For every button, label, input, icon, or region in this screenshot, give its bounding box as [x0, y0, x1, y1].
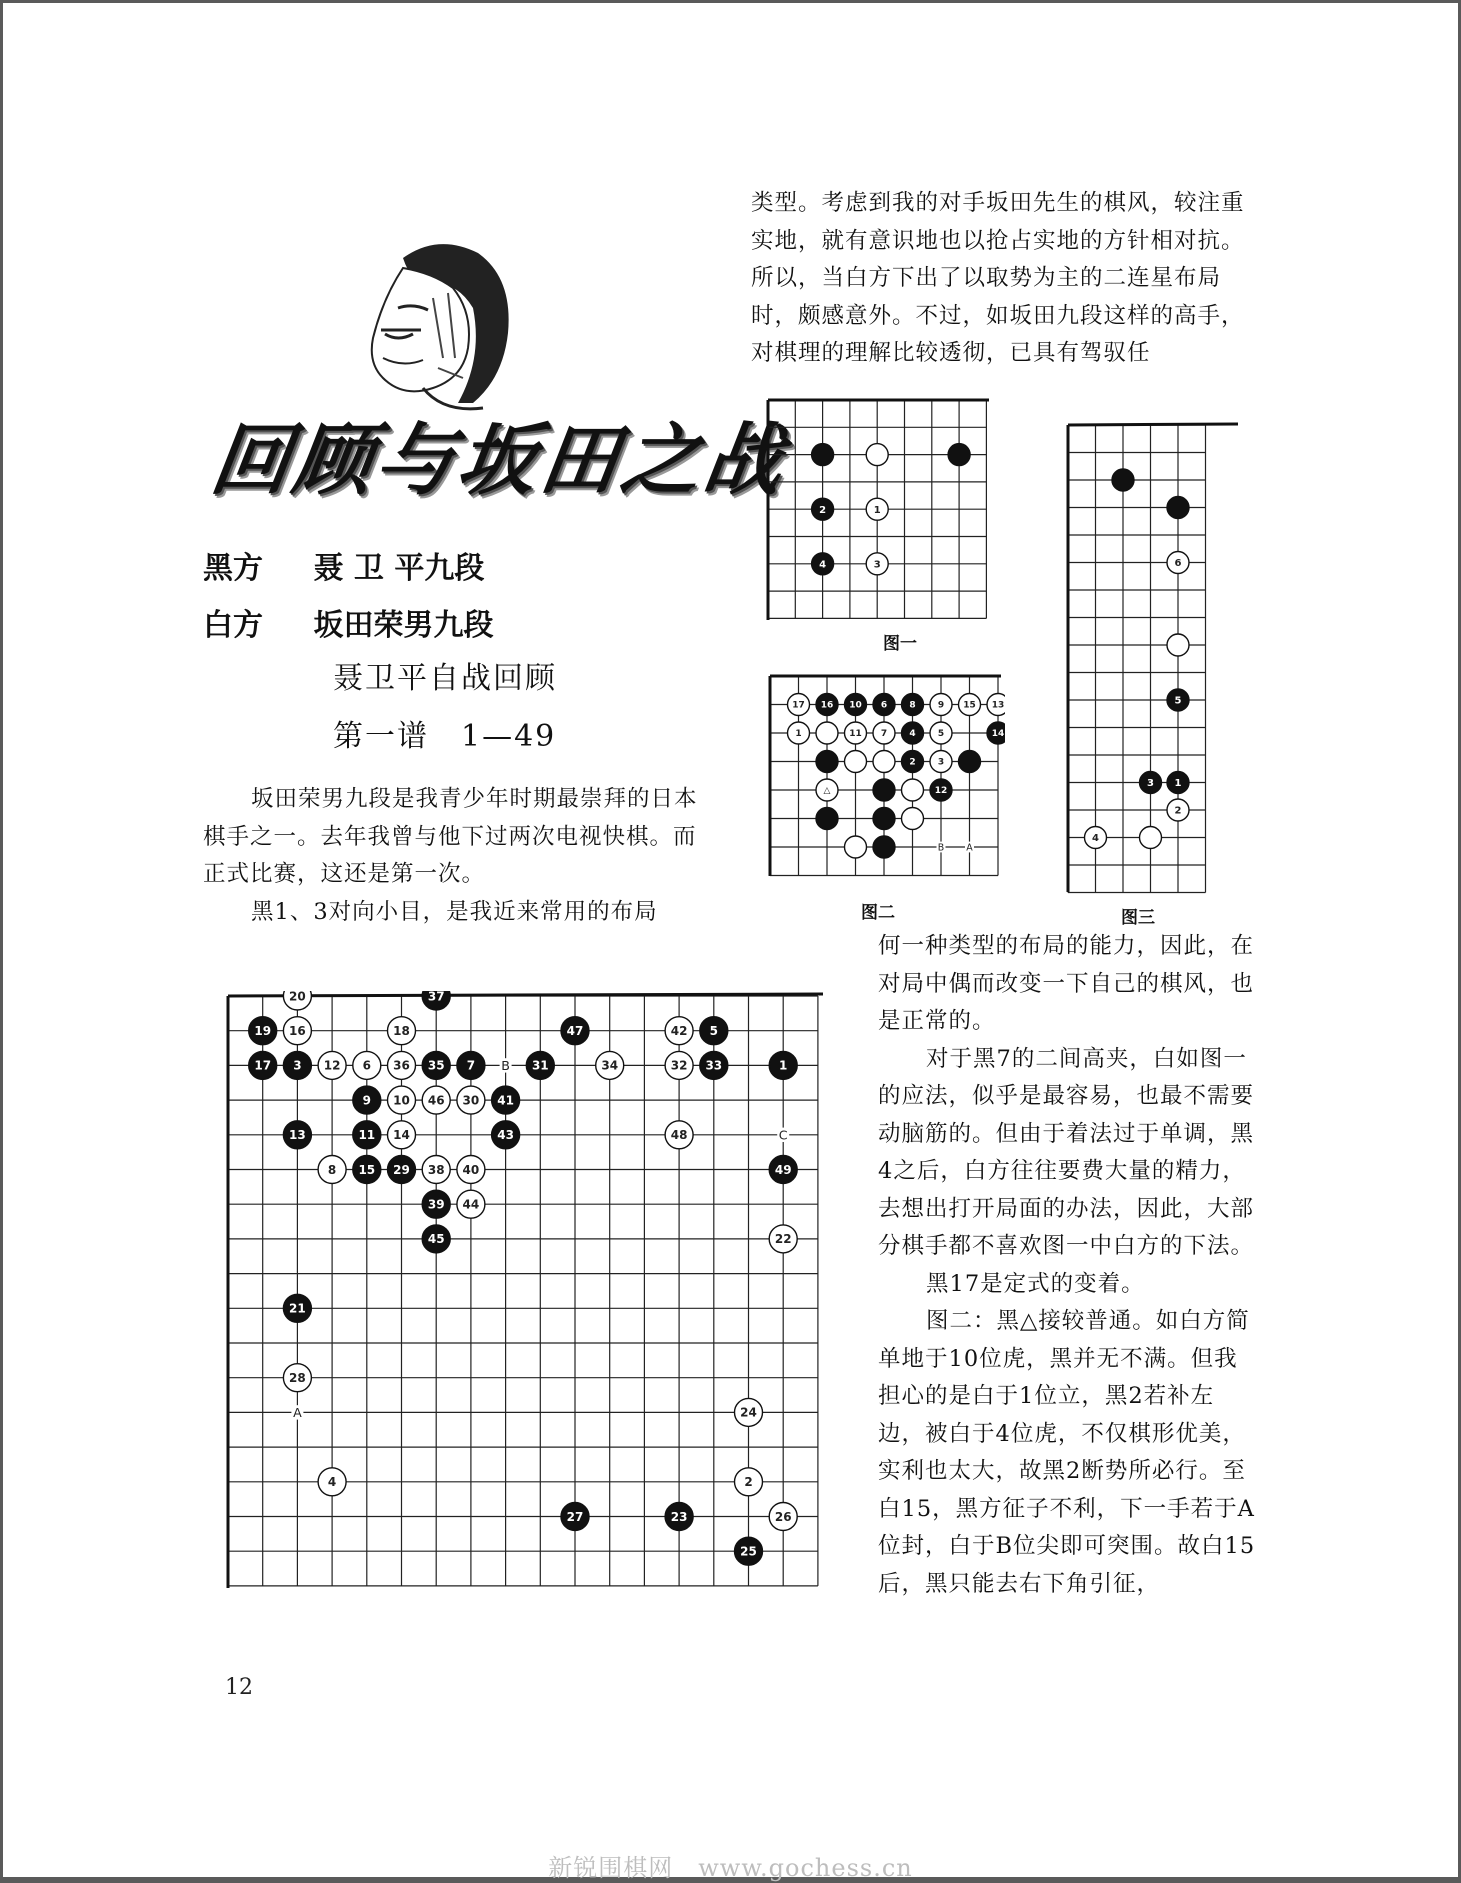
- white-stone: [816, 722, 838, 744]
- move-number: 25: [740, 1544, 757, 1559]
- black-stone: [1112, 469, 1134, 491]
- move-number: 30: [462, 1093, 480, 1108]
- move-number: 8: [909, 700, 916, 711]
- move-number: 2: [1174, 805, 1182, 817]
- move-number: 5: [937, 729, 945, 740]
- move-number: 13: [991, 700, 1005, 711]
- move-number: 32: [670, 1058, 688, 1073]
- right-paragraph-2: 对于黑7的二间高夹，白如图一的应法，似乎是最容易，也最不需要动脑筋的。但由于着法过于单调，黑4之后，白方往往要费大量的精力，去想出打开局面的办法，因此，大部分棋手都不喜欢图一中白方的下法。: [878, 1045, 1255, 1259]
- move-number: 42: [670, 1024, 688, 1039]
- move-number: 47: [566, 1024, 584, 1039]
- move-number: 33: [705, 1058, 723, 1073]
- position-letter: B: [937, 842, 945, 854]
- move-number: 20: [289, 991, 306, 1004]
- move-number: 1: [795, 729, 802, 740]
- right-paragraph-1: 何一种类型的布局的能力，因此，在对局中偶而改变一下自己的棋风，也是正常的。: [878, 933, 1255, 1034]
- move-number: 23: [670, 1509, 688, 1524]
- subtitle: 聂卫平自战回顾: [333, 661, 557, 696]
- move-number: 31: [531, 1058, 549, 1073]
- black-stone: [873, 808, 895, 830]
- left-text-column: [203, 781, 703, 931]
- figure-1-board: [763, 395, 993, 625]
- black-stone: [873, 779, 895, 801]
- move-number: 3: [1147, 778, 1154, 790]
- move-number: 9: [362, 1093, 371, 1108]
- black-player-line: [203, 543, 484, 587]
- white-stone: [866, 444, 888, 466]
- move-number: 1: [779, 1058, 788, 1073]
- move-number: 8: [327, 1162, 337, 1177]
- move-number: 3: [873, 559, 881, 571]
- move-number: 28: [289, 1371, 306, 1386]
- figure-3-caption: 图三: [1121, 908, 1155, 928]
- move-number: 40: [462, 1162, 480, 1177]
- white-player-line: [203, 600, 493, 644]
- black-stone: [816, 751, 838, 773]
- figure-3-board: [1063, 420, 1241, 895]
- left-paragraph-1: 坂田荣男九段是我青少年时期最崇拜的日本棋手之一。去年我曾与他下过两次电视快棋。而正式比赛，这还是第一次。: [203, 786, 698, 887]
- figure-2-board: [765, 671, 1005, 881]
- move-number: 38: [427, 1162, 445, 1177]
- move-number: 3: [293, 1058, 302, 1073]
- move-number: 9: [937, 700, 945, 711]
- move-number: 2: [744, 1475, 753, 1490]
- move-number: 21: [289, 1301, 306, 1316]
- move-number: 45: [427, 1232, 445, 1247]
- move-number: 11: [849, 729, 862, 740]
- article-title: 回顾与坂田之战: [205, 416, 793, 506]
- board-edge: [228, 994, 823, 996]
- black-stone: [816, 808, 838, 830]
- move-number: 27: [566, 1509, 584, 1524]
- white-stone: [845, 836, 867, 858]
- white-stone: [902, 779, 924, 801]
- move-number: 24: [740, 1405, 757, 1420]
- move-number: 4: [327, 1475, 337, 1490]
- move-number: 7: [880, 729, 888, 740]
- move-number: 39: [427, 1197, 445, 1212]
- move-number: 17: [254, 1058, 272, 1073]
- move-number: 6: [362, 1058, 371, 1073]
- move-number: 43: [497, 1128, 514, 1143]
- right-text-column: [878, 928, 1258, 1603]
- board-edge: [1068, 424, 1238, 425]
- black-stone: [812, 444, 834, 466]
- move-number: 15: [963, 700, 976, 711]
- move-number: 14: [991, 729, 1005, 740]
- page-number: 12: [225, 1675, 253, 1700]
- black-stone: [959, 751, 981, 773]
- move-number: 44: [462, 1197, 480, 1212]
- game-part: 第一谱 1—49: [333, 719, 557, 754]
- move-number: 46: [427, 1093, 445, 1108]
- move-number: 1: [1174, 778, 1182, 790]
- move-number: △: [823, 786, 831, 797]
- top-right-text: [751, 185, 1261, 373]
- move-number: 37: [427, 991, 445, 1004]
- white-stone: [902, 808, 924, 830]
- move-number: 10: [849, 700, 862, 711]
- move-number: 13: [289, 1128, 306, 1143]
- move-number: 29: [393, 1162, 410, 1177]
- move-number: 16: [820, 700, 834, 711]
- move-number: 3: [937, 757, 945, 768]
- move-number: 10: [393, 1093, 410, 1108]
- black-label: 黑方: [203, 551, 263, 586]
- black-stone: [873, 836, 895, 858]
- move-number: 4: [909, 729, 916, 740]
- move-number: 12: [934, 786, 948, 797]
- book-page: [3, 3, 1458, 1877]
- move-number: 1: [873, 504, 881, 516]
- white-stone: [873, 751, 895, 773]
- position-letter: B: [501, 1057, 510, 1073]
- move-number: 6: [1174, 558, 1182, 570]
- black-player-name: 聂 卫 平九段: [313, 551, 485, 586]
- move-number: 11: [358, 1128, 376, 1143]
- move-number: 7: [466, 1058, 476, 1073]
- move-number: 19: [254, 1024, 272, 1039]
- move-number: 18: [393, 1024, 410, 1039]
- move-number: 22: [774, 1232, 792, 1247]
- right-paragraph-3: 黑17是定式的变着。: [926, 1270, 1145, 1297]
- move-number: 16: [289, 1024, 306, 1039]
- move-number: 15: [358, 1162, 376, 1177]
- black-stone: [948, 444, 970, 466]
- position-letter: A: [966, 842, 973, 854]
- portrait-illustration: [343, 238, 533, 413]
- move-number: 26: [774, 1509, 792, 1524]
- left-paragraph-2: 黑1、3对向小目，是我近来常用的布局: [251, 898, 658, 925]
- move-number: 41: [497, 1093, 514, 1108]
- figure-1-caption: 图一: [883, 634, 917, 654]
- white-stone: [1140, 827, 1162, 849]
- move-number: 2: [819, 504, 827, 516]
- move-number: 35: [427, 1058, 445, 1073]
- main-game-board: [223, 991, 835, 1601]
- move-number: 5: [709, 1024, 718, 1039]
- move-number: 6: [880, 700, 888, 711]
- top-right-paragraph: 类型。考虑到我的对手坂田先生的棋风，较注重实地，就有意识地也以抢占实地的方针相对抗。所以，当白方下出了以取势为主的二连星布局时，颇感意外。不过，如坂田九段这样的高手，对棋理的理解比较透彻，已具有驾驭任: [751, 190, 1245, 366]
- move-number: 4: [1092, 833, 1099, 845]
- move-number: 4: [819, 559, 827, 571]
- move-number: 2: [909, 757, 916, 768]
- position-letter: C: [778, 1127, 788, 1143]
- move-number: 34: [601, 1058, 619, 1073]
- move-number: 49: [774, 1162, 792, 1177]
- black-stone: [1167, 497, 1189, 519]
- white-stone: [845, 751, 867, 773]
- white-label: 白方: [203, 608, 263, 643]
- white-player-name: 坂田荣男九段: [313, 608, 494, 643]
- right-paragraph-4: 图二：黑△接较普通。如白方简单地于10位虎，黑并无不满。但我担心的是白于1位立，黑2若补左边，被白于4位虎，不仅棋形优美，实利也太大，故黑2断势所必行。至白15，黑方征子不利，下一手若于A位封，白于B位尖即可突围。故白15后，黑只能去右下角引征，: [878, 1308, 1256, 1597]
- site-watermark: 新锐围棋网 www.gochess.cn: [548, 1854, 913, 1882]
- move-number: 17: [792, 700, 805, 711]
- white-stone: [1167, 634, 1189, 656]
- move-number: 48: [670, 1128, 688, 1143]
- figure-2-caption: 图二: [861, 903, 895, 923]
- move-number: 36: [393, 1058, 410, 1073]
- move-number: 14: [393, 1128, 410, 1143]
- position-letter: A: [293, 1404, 302, 1420]
- move-number: 12: [323, 1058, 341, 1073]
- move-number: 5: [1174, 695, 1182, 707]
